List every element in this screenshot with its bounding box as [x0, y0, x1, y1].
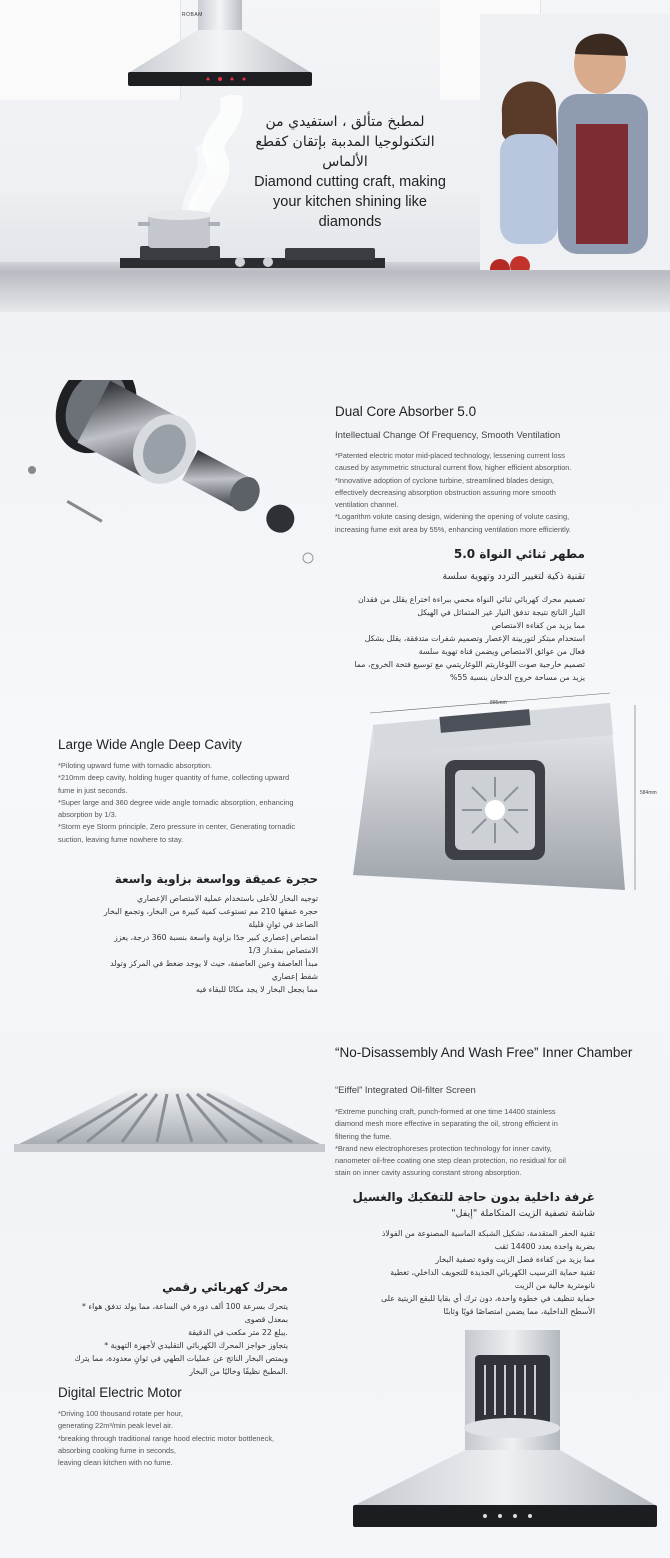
text-line: leaving clean kitchen with no fume.	[58, 1458, 173, 1468]
text-line: diamond mesh more effective in separating the oil, strong efficient in	[335, 1119, 558, 1129]
text-line: *Extreme punching craft, punch-formed at one time 14400 stainless	[335, 1107, 556, 1116]
cavity-title-en: Large Wide Angle Deep Cavity	[58, 737, 242, 752]
text-line: fume in just seconds.	[58, 785, 128, 795]
text-line: *Logarithm volute casing design, widening the opening of volute casing,	[335, 512, 570, 522]
text-line: يتجاوز حواجز المحرك الكهربائي التقليدي لأجهزة التهوية *	[104, 1341, 288, 1350]
hero-tagline-arabic: لمطبخ متألق ، استفيدي من التكنولوجيا المدببة بإتقان كقطع الألماس	[255, 114, 435, 170]
text-line: absorption by 1/3.	[58, 810, 117, 820]
chamber-subtitle-en: “Eiffel” Integrated Oil-filter Screen	[335, 1085, 476, 1096]
text-line: .يبلغ 22 متر مكعب في الدقيقة	[188, 1328, 288, 1337]
text-line: effectively decreasing absorption obstruction assuring more smooth	[335, 487, 556, 497]
text-line: *breaking through traditional range hood electric motor bottleneck,	[58, 1433, 275, 1443]
chamber-subtitle-ar: شاشة تصفية الزيت المتكاملة "إيفل"	[451, 1208, 595, 1219]
motor-body-ar	[58, 1300, 288, 1378]
text-line: تصميم محرك كهربائي ثنائي النواة محمي ببراءة اختراع يقلل من فقدان	[357, 595, 585, 604]
width-dimension-label: 895mm	[490, 700, 507, 706]
text-line: التيار الناتج نتيجة تدفق التيار غير المتماثل في الهيكل	[417, 608, 585, 617]
hood-motor-image	[350, 1330, 660, 1550]
brand-logo: ROBAM	[182, 12, 203, 18]
absorber-body-ar	[335, 593, 585, 684]
text-line: الصاعد في ثوانٍ قليلة	[248, 920, 318, 929]
text-line: *Piloting upward fume with tornadic absorption.	[58, 761, 213, 770]
text-line: مما يجعل البخار لا يجد مكانًا للبقاء فيه	[195, 985, 318, 994]
text-line: .المطبخ نظيفًا وخاليًا من البخار	[189, 1367, 288, 1376]
couple-cooking-photo	[480, 14, 670, 270]
text-line: مما يزيد من كفاءة الامتصاص	[491, 621, 585, 630]
text-line: يزيد من مساحة خروج الدخان بنسبة 55%	[449, 673, 585, 682]
text-line: ventilation channel.	[335, 500, 399, 510]
text-line: مما يزيد من كفاءة فصل الزيت وقوة تصفية البخار	[435, 1255, 595, 1264]
motor-body-en	[58, 1408, 318, 1469]
text-line: الامتصاص بمقدار 1/3	[248, 946, 318, 955]
text-line: *Super large and 360 degree wide angle tornadic absorption, enhancing	[58, 797, 294, 807]
motor-title-en: Digital Electric Motor	[58, 1385, 182, 1400]
motor-title-ar: محرك كهربائي رقمي	[162, 1280, 288, 1294]
oil-filter-screen-image	[12, 1080, 327, 1165]
text-line: *Patented electric motor mid-placed technology, lessening current loss	[335, 451, 565, 460]
hero-banner	[0, 0, 670, 312]
text-line: تقنية حماية الترسيب الكهربائي الجديدة للتجويف الداخلي، تغطية	[390, 1268, 595, 1277]
text-line: *Storm eye Storm principle, Zero pressure in center, Generating tornadic	[58, 822, 296, 832]
hero-tagline-english: Diamond cutting craft, making your kitchen shining like diamonds	[254, 174, 446, 230]
text-line: مبدأ العاصفة وعين العاصفة، حيث لا يوجد ضغط في المركز وتولد	[110, 959, 318, 968]
text-line: حجرة عمقها 210 مم تستوعب كمية كبيرة من البخار، وتجمع البخار	[103, 907, 318, 916]
cavity-title-ar: حجرة عميقة وواسعة بزاوية واسعة	[114, 872, 318, 886]
text-line: يتحرك بسرعة 100 ألف دورة في الساعة، مما يولد تدفق هواء *	[82, 1302, 288, 1311]
text-line: ويمتص البخار الناتج عن عمليات الطهي في ثوانٍ معدودة، مما يترك	[74, 1354, 288, 1363]
text-line: *210mm deep cavity, holding huger quantity of fume, collecting upward	[58, 773, 290, 783]
text-line: حماية تنظيف في خطوة واحدة، دون ترك أي بقايا للبقع الزيتية على	[381, 1294, 595, 1303]
text-line: توجيه البخار للأعلى باستخدام عملية الامتصاص الإعصاري	[136, 894, 318, 903]
cavity-body-ar	[58, 892, 318, 996]
hood-cavity-image	[345, 685, 660, 905]
absorber-subtitle-ar: تقنية ذكية لتغيير التردد وتهوية سلسة	[442, 571, 585, 582]
text-line: *Innovative adoption of cyclone turbine, streamlined blades design,	[335, 475, 554, 485]
text-line: تصميم خارجية صوت اللوغاريتم اللوغاريتمي مع توسيع فتحة الخروج، مما	[354, 660, 585, 669]
text-line: فعال من عوائق الامتصاص ويضمن قناة تهوية سلسة	[418, 647, 585, 656]
chamber-body-ar	[335, 1227, 595, 1318]
text-line: caused by asymmetric structural current flow, higher efficient absorption.	[335, 463, 572, 473]
text-line: بضربة واحدة بعدد 14400 ثقب	[494, 1242, 595, 1251]
text-line: absorbing cooking fume in seconds,	[58, 1445, 176, 1455]
text-line: الأسطح الداخلية، مما يضمن امتصاصًا قويًا وثابتًا	[443, 1307, 595, 1316]
text-line: تقنية الحفر المتقدمة، تشكيل الشبكة الماسية المصنوعة من الفولاذ	[381, 1229, 595, 1238]
cavity-body-en	[58, 760, 328, 846]
exploded-motor-image	[8, 380, 328, 590]
absorber-title-ar: مطهر ثنائي النواة 5.0	[453, 547, 585, 561]
text-line: شفط إعصاري	[271, 972, 318, 981]
text-line: generating 22m³/min peak level air.	[58, 1421, 174, 1431]
text-line: filtering the fume.	[335, 1131, 392, 1141]
text-line: نانومترية خالية من الزيت	[514, 1281, 595, 1290]
text-line: *Brand new electrophoreses protection technology for inner cavity,	[335, 1143, 552, 1153]
absorber-title-en: Dual Core Absorber 5.0	[335, 404, 477, 419]
height-dimension-label: 584mm	[640, 790, 657, 796]
wall-panel	[0, 0, 81, 100]
range-hood-image	[120, 0, 320, 95]
text-line: بمعدل قصوى	[244, 1315, 288, 1324]
text-line: nanometer oil-free coating one step clean protection, no residual for oil	[335, 1156, 566, 1166]
chamber-body-en	[335, 1106, 655, 1180]
text-line: امتصاص إعصاري كبير جدًا بزاوية واسعة بنسبة 360 درجة، يعزز	[113, 933, 318, 942]
text-line: suction, leaving fume nowhere to stay.	[58, 834, 184, 844]
chamber-title-ar: غرفة داخلية بدون حاجة للتفكيك والغسيل	[352, 1190, 595, 1204]
absorber-subtitle-en: Intellectual Change Of Frequency, Smooth Ventilation	[335, 430, 561, 441]
text-line: *Driving 100 thousand rotate per hour,	[58, 1409, 183, 1418]
absorber-body-en	[335, 450, 655, 536]
chamber-title-en: “No-Disassembly And Wash Free” Inner Chamber	[335, 1045, 633, 1060]
text-line: stain on inner cavity assuring constant strong absorption.	[335, 1168, 522, 1178]
text-line: استخدام مبتكر لتوربينة الإعصار وتصميم شفرات متدفقة، يقلل بشكل	[364, 634, 585, 643]
text-line: increasing fume exit area by 55%, enhancing ventilation more efficiently.	[335, 524, 571, 534]
